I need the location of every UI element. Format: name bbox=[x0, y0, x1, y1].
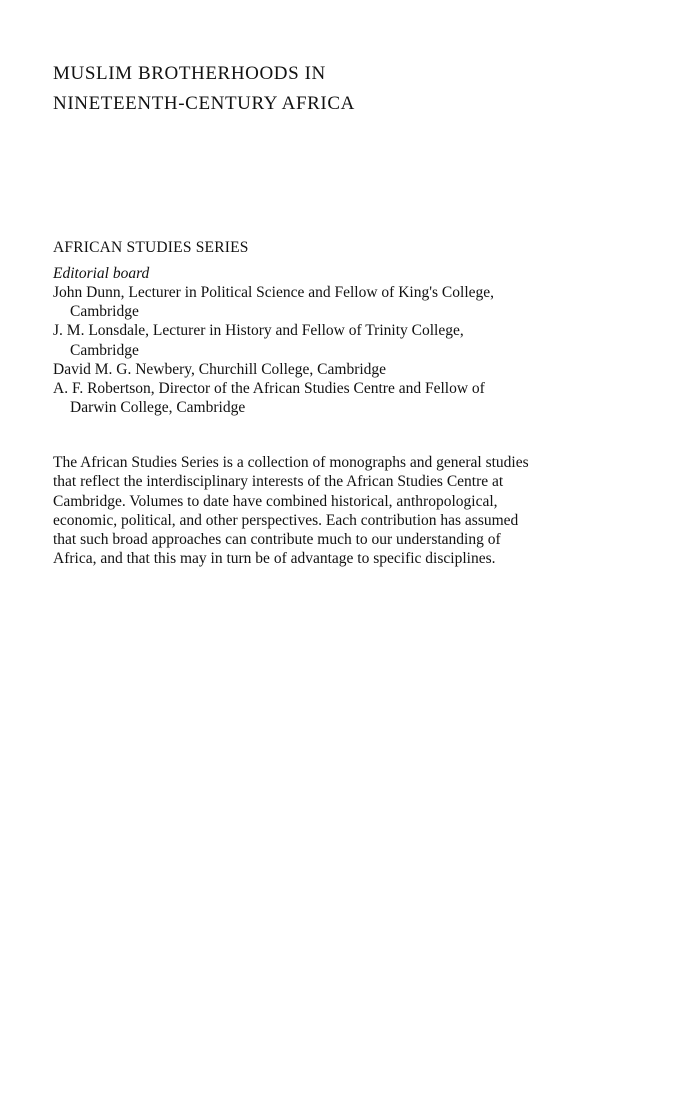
board-member bbox=[53, 283, 653, 321]
series-info bbox=[53, 237, 653, 417]
book-title bbox=[53, 59, 653, 119]
series-description bbox=[53, 453, 593, 569]
board-member bbox=[53, 321, 653, 359]
board-member bbox=[53, 360, 653, 379]
board-member-line-2: Cambridge bbox=[70, 341, 139, 359]
description-line: Cambridge. Volumes to date have combined historical, anthropological, bbox=[53, 492, 498, 510]
series-heading: AFRICAN STUDIES SERIES bbox=[53, 239, 249, 256]
description-line: The African Studies Series is a collection of monographs and general studies bbox=[53, 454, 529, 471]
book-title-line-2: NINETEENTH-CENTURY AFRICA bbox=[53, 93, 355, 114]
board-member-line-1: J. M. Lonsdale, Lecturer in History and Fellow of Trinity College, bbox=[53, 322, 464, 340]
board-member bbox=[53, 379, 653, 417]
description-line: Africa, and that this may in turn be of advantage to specific disciplines. bbox=[53, 550, 496, 568]
book-title-line-1: MUSLIM BROTHERHOODS IN bbox=[53, 63, 326, 84]
description-line: economic, political, and other perspectives. Each contribution has assumed bbox=[53, 511, 519, 529]
board-member-line-1: A. F. Robertson, Director of the African Studies Centre and Fellow of bbox=[53, 380, 485, 398]
editorial-board-label: Editorial board bbox=[53, 265, 150, 282]
board-member-line-2: Darwin College, Cambridge bbox=[70, 399, 246, 417]
board-member-line-2: Cambridge bbox=[70, 303, 139, 321]
description-line: that such broad approaches can contribute much to our understanding of bbox=[53, 531, 501, 549]
board-member-line-1: John Dunn, Lecturer in Political Science and Fellow of King's College, bbox=[53, 284, 495, 301]
board-member-line-1: David M. G. Newbery, Churchill College, Cambridge bbox=[53, 360, 387, 378]
description-line: that reflect the interdisciplinary interests of the African Studies Centre at bbox=[53, 473, 504, 491]
